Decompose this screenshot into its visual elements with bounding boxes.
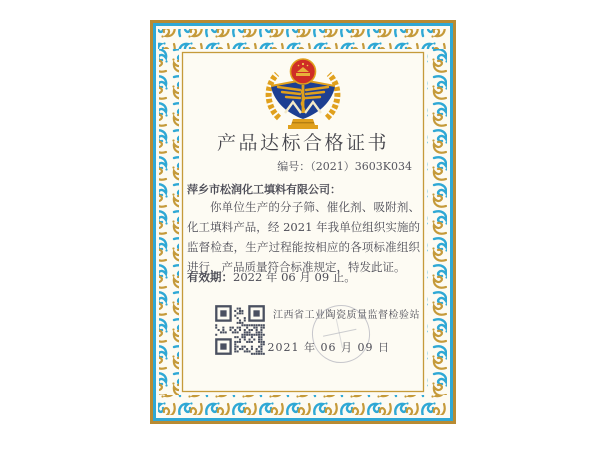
recipient-company: 萍乡市松润化工填料有限公司： bbox=[187, 183, 341, 196]
issuing-organization: 江西省工业陶瓷质量监督检验站 bbox=[273, 310, 420, 321]
validity-value: 2022 年 06 月 09 止。 bbox=[233, 270, 356, 284]
certificate-content bbox=[150, 20, 456, 424]
certificate-title: 产品达标合格证书 bbox=[216, 132, 389, 154]
qr-code-icon bbox=[214, 304, 266, 356]
certificate-sheet bbox=[150, 20, 456, 424]
serial-number-line bbox=[277, 158, 412, 174]
serial-number: （2021）3603K034 bbox=[310, 160, 412, 173]
validity-line bbox=[187, 269, 356, 285]
quality-supervision-emblem-icon bbox=[262, 56, 344, 132]
issue-date: 2021 年 06 月 09 日 bbox=[267, 341, 390, 354]
validity-label: 有效期： bbox=[187, 270, 233, 284]
certificate-body-text: 你单位生产的分子筛、催化剂、吸附剂、化工填料产品，经 2021 年我单位组织实施的监督检查，生产过程能按相应的各项标准组织进行，产品质量符合标准规定，特发此证。 bbox=[187, 200, 420, 274]
serial-label: 编号： bbox=[277, 160, 311, 173]
